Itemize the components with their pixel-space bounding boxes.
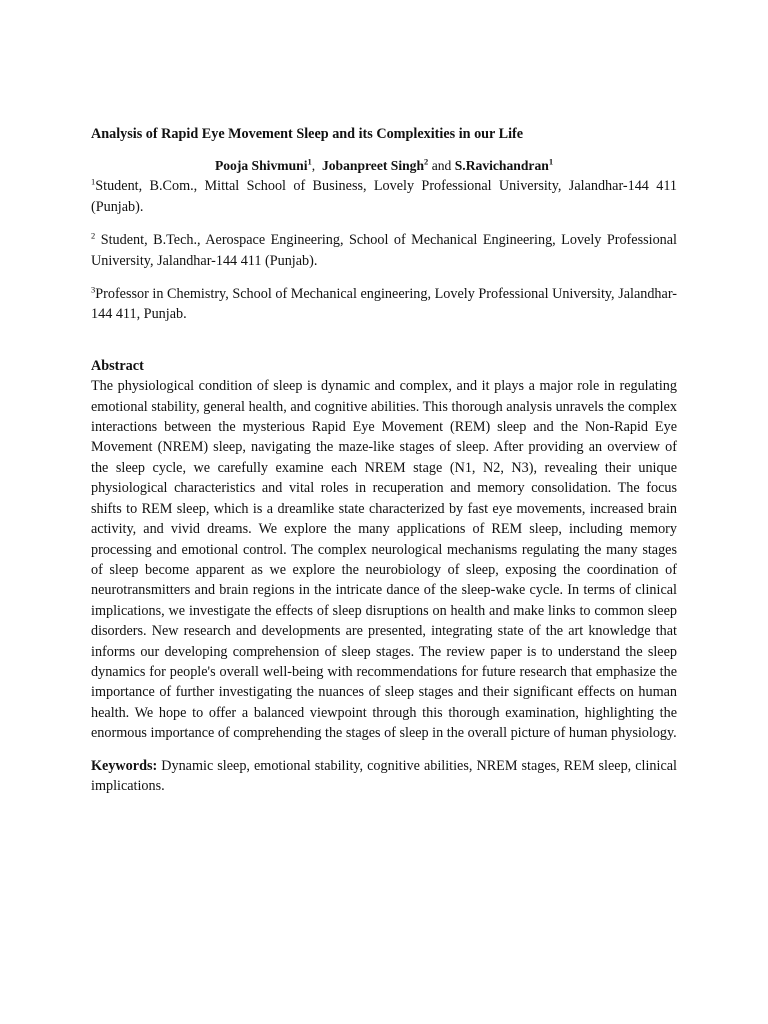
paper-body <box>91 124 677 796</box>
affiliation-text: Professor in Chemistry, School of Mechanical engineering, Lovely Professional University, Jalandhar-144 411, Punjab. <box>91 286 677 323</box>
affiliation <box>91 284 677 325</box>
affiliation-mark: 3 <box>91 284 96 295</box>
paper-title: Analysis of Rapid Eye Movement Sleep and its Complexities in our Life <box>91 126 524 142</box>
author-name: Pooja Shivmuni <box>214 158 308 174</box>
affiliation-text: Student, B.Com., Mittal School of Business, Lovely Professional University, Jalandhar-144 411 (Punjab). <box>91 178 677 215</box>
author-affiliation-mark: 1 <box>548 156 554 167</box>
author-separator: , <box>311 158 316 174</box>
author-name: Jobanpreet Singh <box>321 158 425 174</box>
affiliation <box>91 176 677 217</box>
affiliation-mark: 2 <box>91 230 96 241</box>
abstract-text: The physiological condition of sleep is dynamic and complex, and it plays a major role in regulating emotional stability, general health, and cognitive abilities. This thorough analysis unravels the complex interactions between the mysterious Rapid Eye Movement (REM) sleep and the Non-Rapid Eye Movement (NREM) sleep, navigating the maze-like stages of sleep. After providing an overview of the sleep cycle, we carefully examine each NREM stage (N1, N2, N3), revealing their unique physiological characteristics and vital roles in recuperation and memory consolidation. The focus shifts to REM sleep, which is a dreamlike state characterized by fast eye movements, increased brain activity, and vivid dreams. We explore the many applications of REM sleep, including memory processing and emotional control. The complex neurological mechanisms regulating the many stages of sleep become apparent as we explore the neurobiology of sleep, exposing the coordination of neurotransmitters and brain regions in the intricate dance of the sleep-wake cycle. In terms of clinical implications, we investigate the effects of sleep disruptions on health and make links to common sleep disorders. New research and developments are presented, integrating state of the art knowledge that informs our developing comprehension of sleep stages. The review paper is to understand the sleep dynamics for people's overall well-being with recommendations for future research that emphasize the importance of further investigating the nuances of sleep stages and their significant effects on human health. We hope to offer a balanced viewpoint through this thorough examination, highlighting the enormous importance of comprehending the stages of sleep in the overall picture of human physiology. <box>91 378 677 742</box>
abstract-heading: Abstract <box>91 357 144 374</box>
author-affiliation-mark: 2 <box>424 156 429 167</box>
author-name: S.Ravichandran <box>454 158 549 174</box>
affiliation-text: Student, B.Tech., Aerospace Engineering, School of Mechanical Engineering, Lovely Professional University, Jalandhar-144 411 (Punjab). <box>91 232 677 269</box>
keywords-label: Keywords: <box>91 757 158 774</box>
author-line <box>91 156 677 176</box>
keywords-paragraph <box>91 756 677 797</box>
author-affiliation-mark: 1 <box>307 156 312 167</box>
author-separator: and <box>431 158 452 174</box>
affiliation-mark: 1 <box>91 176 96 187</box>
affiliation <box>91 230 677 271</box>
keywords-text: Dynamic sleep, emotional stability, cognitive abilities, NREM stages, REM sleep, clinical implications. <box>91 757 677 794</box>
